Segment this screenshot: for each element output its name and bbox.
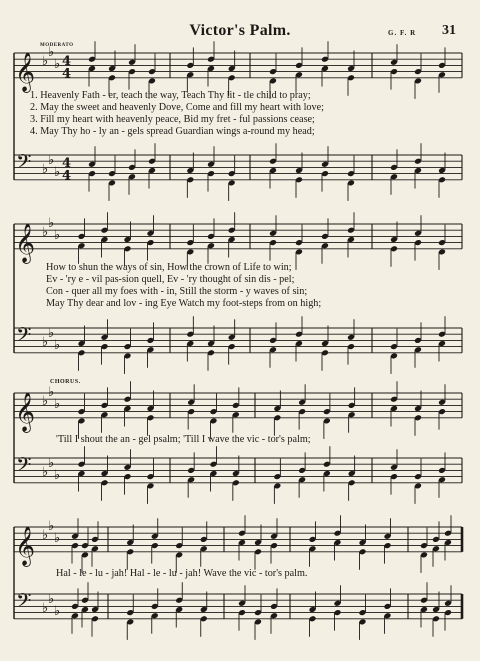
lyric-line: How to shun the ways of sin, How the crown of Life to win; (46, 262, 292, 273)
tempo-marking: MODERATO (40, 43, 74, 48)
flat-icon: ♭ (42, 162, 49, 177)
chorus-lyrics-system-3 (56, 434, 480, 446)
flat-icon: ♭ (54, 397, 61, 412)
treble-clef-icon: 𝄞 (15, 525, 36, 566)
flat-icon: ♭ (42, 225, 49, 240)
flat-icon: ♭ (48, 326, 55, 341)
verse-lyrics-system-1 (30, 90, 460, 138)
bass-clef-icon: 𝄢 (16, 150, 32, 178)
lyric-line: Con - quer all my foes with - in, Still the storm - y waves of sin; (46, 286, 308, 297)
flat-icon: ♭ (42, 601, 49, 616)
flat-icon: ♭ (48, 385, 55, 400)
treble-clef-icon: 𝄞 (15, 222, 36, 263)
lyric-line: May Thy dear and lov - ing Eye Watch my foot-steps from on high; (46, 298, 322, 309)
time-signature-top: 4 (62, 54, 72, 69)
flat-icon: ♭ (54, 531, 61, 546)
time-signature-bottom: 4 (62, 66, 72, 82)
verse-lyrics-system-2 (46, 262, 476, 310)
lyric-line: 4. May Thy ho - ly an - gels spread Guardian wings a-round my head; (30, 126, 315, 137)
flat-icon: ♭ (54, 338, 61, 353)
time-signature-top: 4 (62, 156, 72, 171)
flat-icon: ♭ (48, 519, 55, 534)
flat-icon: ♭ (54, 228, 61, 243)
chorus-label: CHORUS. (50, 379, 81, 385)
treble-clef-icon: 𝄞 (15, 51, 36, 92)
bass-clef-icon: 𝄢 (16, 323, 32, 351)
flat-icon: ♭ (54, 57, 61, 72)
composer-initials: G. F. R (388, 29, 417, 37)
treble-clef-icon: 𝄞 (15, 391, 36, 432)
page-title: Victor's Palm. (189, 22, 291, 39)
flat-icon: ♭ (48, 45, 55, 60)
chorus-lyrics-system-4 (56, 568, 480, 580)
flat-icon: ♭ (42, 394, 49, 409)
lyric-line: Hal - le - lu - jah! Hal - le - lu - jah! Wave the vic - tor's palm. (56, 568, 308, 579)
flat-icon: ♭ (42, 54, 49, 69)
bass-clef-icon: 𝄢 (16, 589, 32, 617)
flat-icon: ♭ (42, 335, 49, 350)
flat-icon: ♭ (48, 153, 55, 168)
flat-icon: ♭ (48, 216, 55, 231)
flat-icon: ♭ (54, 468, 61, 483)
lyric-line: 'Till I shout the an - gel psalm; 'Till I wave the vic - tor's palm; (56, 434, 311, 445)
lyric-line: 3. Fill my heart with heavenly peace, Bid my fret - ful passions cease; (30, 114, 315, 125)
lyric-line: Ev - 'ry e - vil pas-sion quell, Ev - 'ry thought of sin dis - pel; (46, 274, 295, 285)
flat-icon: ♭ (54, 604, 61, 619)
time-signature-bottom: 4 (62, 168, 72, 184)
flat-icon: ♭ (42, 465, 49, 480)
page-number: 31 (442, 23, 456, 38)
bass-clef-icon: 𝄢 (16, 453, 32, 481)
lyric-line: 1. Heavenly Fath - er, teach the way, Teach Thy lit - tle child to pray; (30, 90, 311, 101)
flat-icon: ♭ (54, 165, 61, 180)
flat-icon: ♭ (42, 528, 49, 543)
lyric-line: 2. May the sweet and heavenly Dove, Come and fill my heart with love; (30, 102, 324, 113)
flat-icon: ♭ (48, 592, 55, 607)
flat-icon: ♭ (48, 456, 55, 471)
